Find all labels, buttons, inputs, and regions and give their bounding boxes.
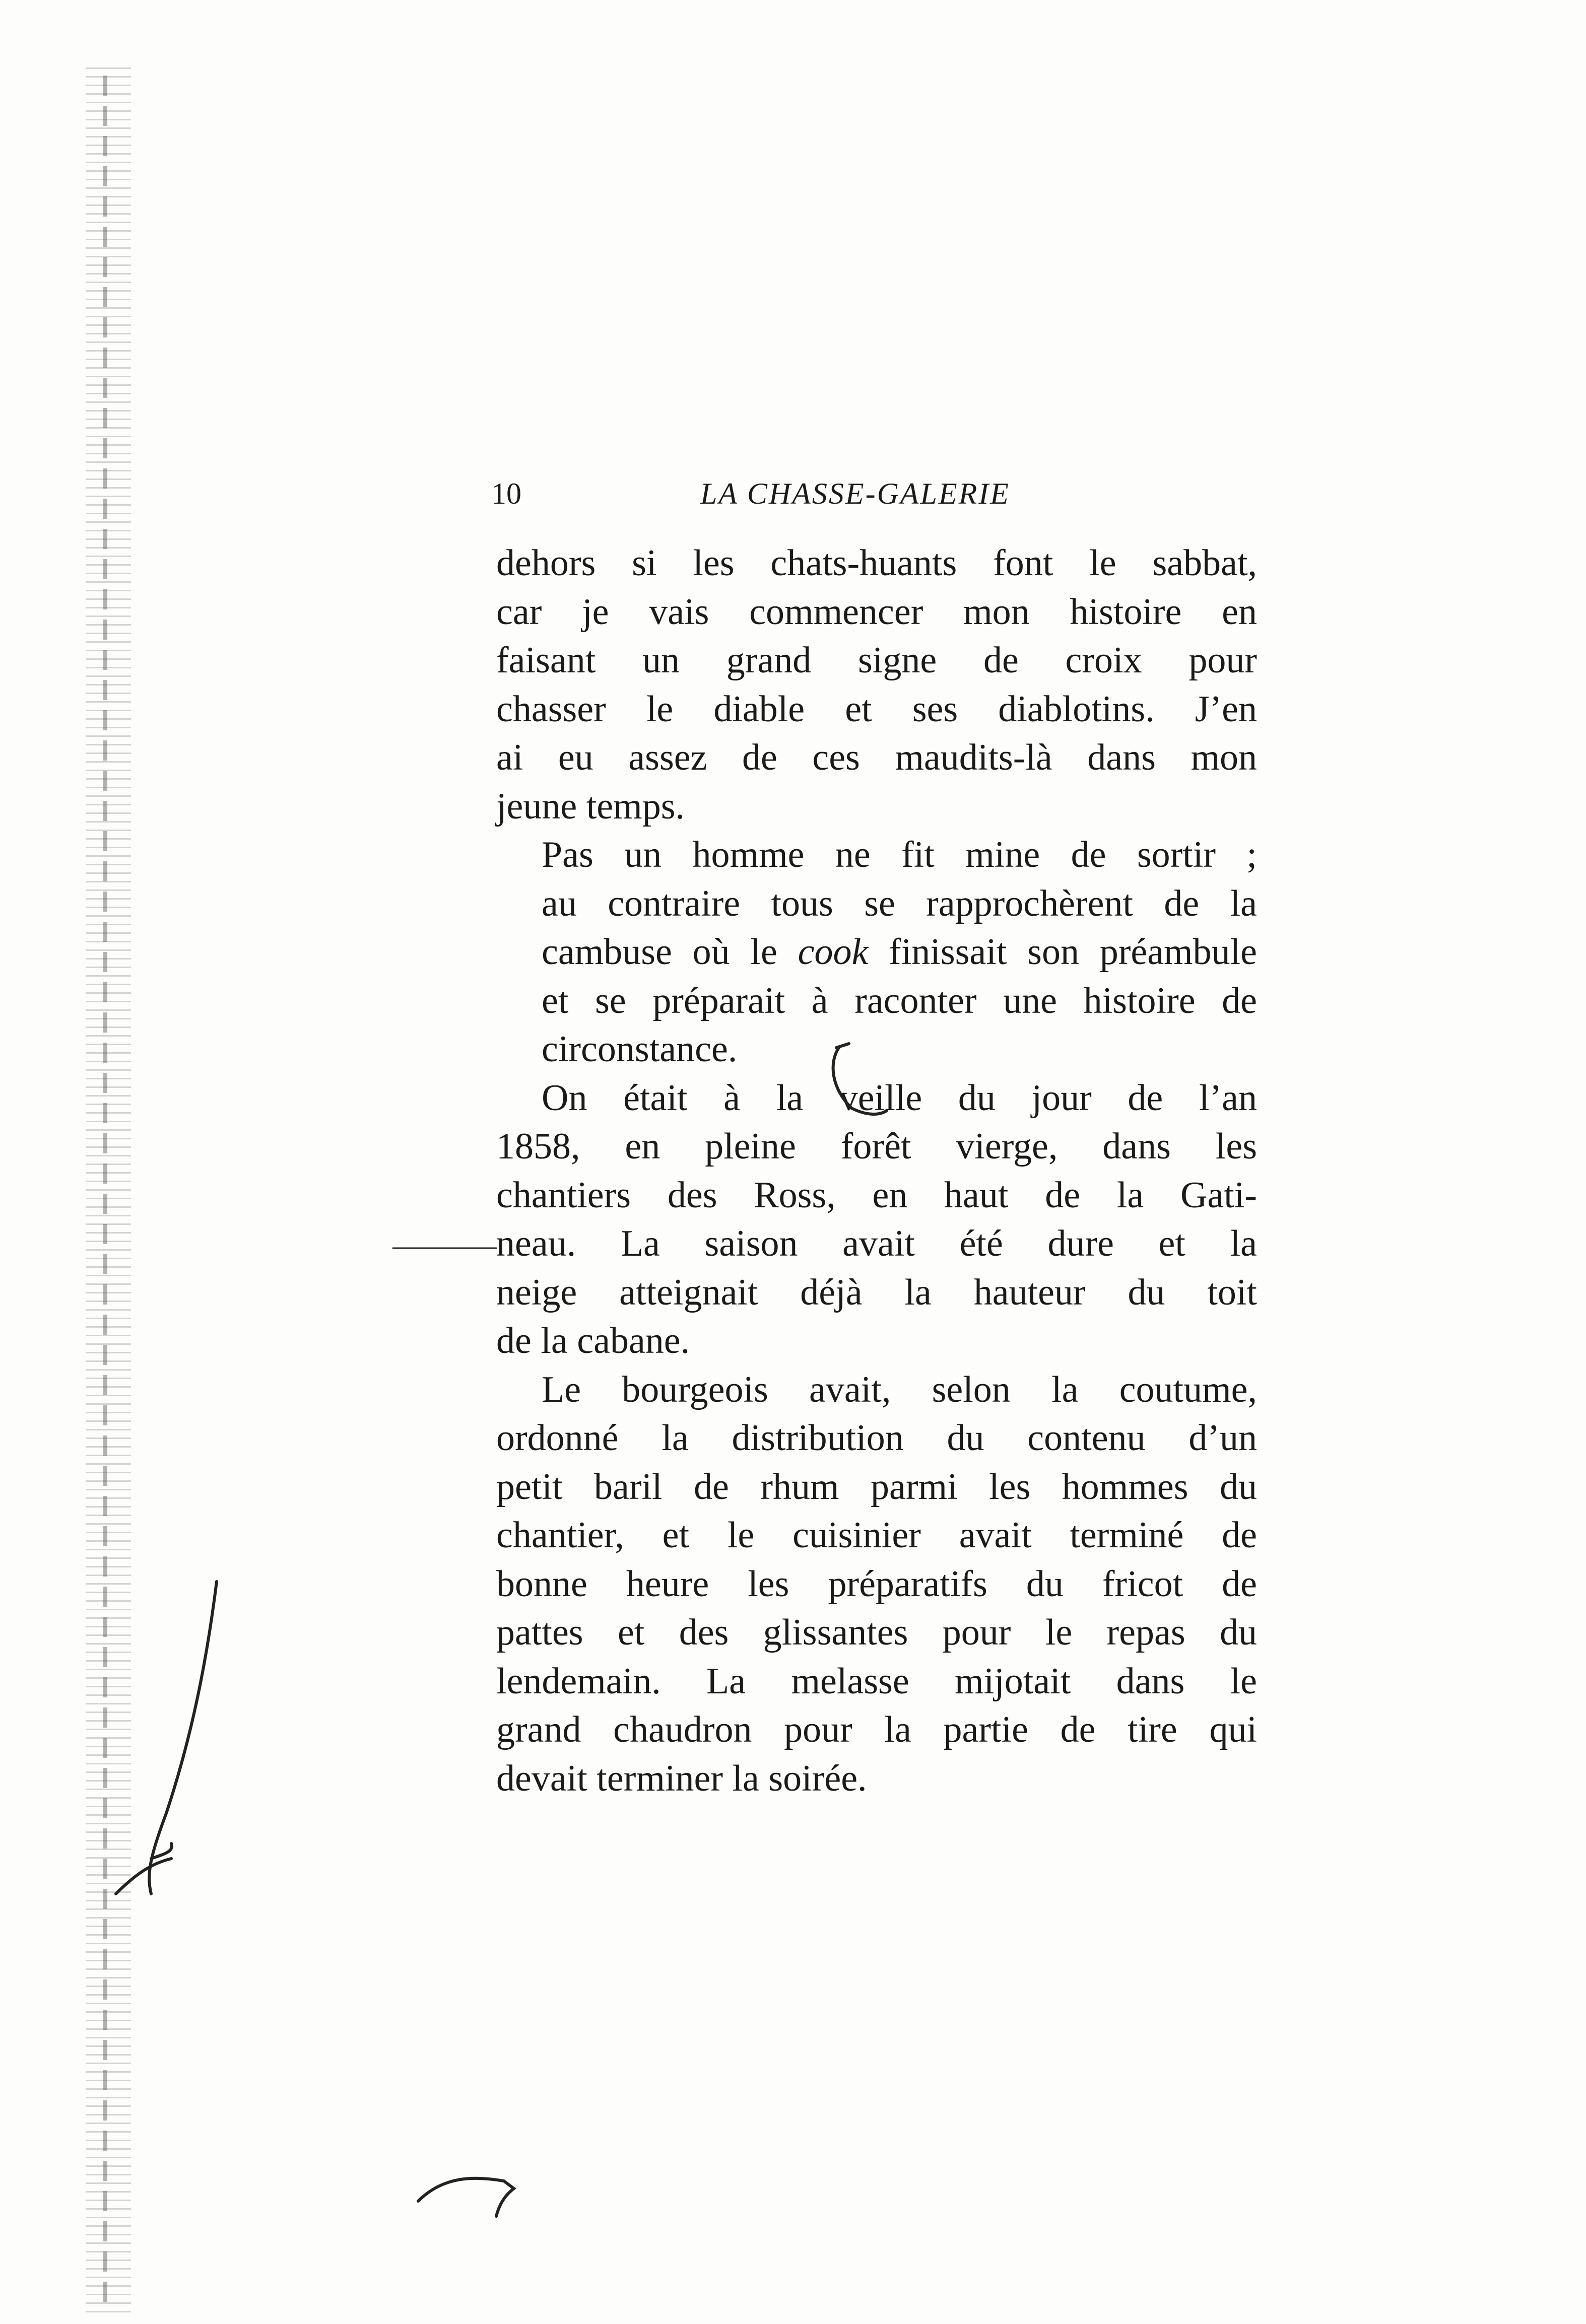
text-line: neau. La saison avait été dure et la (496, 1223, 1257, 1264)
text-line: circonstance. (542, 1029, 738, 1070)
text-line: On était à la veille du jour de l’an (542, 1077, 1257, 1119)
text-line: chantiers des Ross, en haut de la Gati- (496, 1174, 1257, 1216)
text-line: au contraire tous se rapprochèrent de la (542, 882, 1257, 924)
text-line: devait terminer la soirée. (496, 1757, 867, 1799)
running-title: LA CHASSE-GALERIE (700, 477, 1010, 510)
bottom-scribble (418, 2178, 514, 2216)
page-number: 10 (491, 477, 521, 510)
text-line: 1858, en pleine forêt vierge, dans les (496, 1126, 1257, 1167)
paragraph-2 (496, 831, 1257, 1074)
text-line: jeune temps. (496, 785, 685, 827)
text-line: Pas un homme ne fit mine de sortir ; (542, 834, 1257, 875)
text-line: de la cabane. (496, 1320, 690, 1361)
body-text (496, 539, 1257, 1803)
text-line: et se préparait à raconter une histoire de (542, 980, 1257, 1021)
italic-word: cook (798, 931, 869, 973)
text-line: Le bourgeois avait, selon la coutume, (542, 1369, 1257, 1410)
text-fragment: cambuse où le (542, 931, 798, 973)
text-line: ai eu assez de ces maudits-là dans mon (496, 737, 1257, 778)
paragraph-3 (496, 1074, 1257, 1365)
text-line: chasser le diable et ses diablotins. J’en (496, 688, 1257, 730)
text-line: petit baril de rhum parmi les hommes du (496, 1466, 1257, 1508)
text-line: car je vais commencer mon histoire en (496, 591, 1257, 633)
text-line: chantier, et le cuisinier avait terminé de (496, 1515, 1257, 1556)
margin-hook (151, 1843, 172, 1859)
text-line: lendemain. La melasse mijotait dans le (496, 1660, 1257, 1702)
text-line: faisant un grand signe de croix pour (496, 640, 1257, 681)
text-line: dehors si les chats-huants font le sabbat, (496, 542, 1257, 584)
text-line: pattes et des glissantes pour le repas du (496, 1612, 1257, 1653)
margin-stroke (149, 1582, 217, 1894)
text-fragment: finissait son préambule (868, 931, 1258, 973)
paragraph-4 (496, 1365, 1257, 1803)
text-line: bonne heure les préparatifs du fricot de (496, 1563, 1257, 1605)
text-line-cook (496, 928, 1257, 977)
paragraph-1 (496, 539, 1257, 831)
text-line: grand chaudron pour la partie de tire qui (496, 1709, 1257, 1750)
binding-edge (86, 60, 131, 2317)
text-line: neige atteignait déjà la hauteur du toit (496, 1271, 1257, 1313)
binding-shadow (103, 76, 107, 2307)
running-head (491, 476, 1045, 511)
text-line: ordonné la distribution du contenu d’un (496, 1417, 1257, 1459)
